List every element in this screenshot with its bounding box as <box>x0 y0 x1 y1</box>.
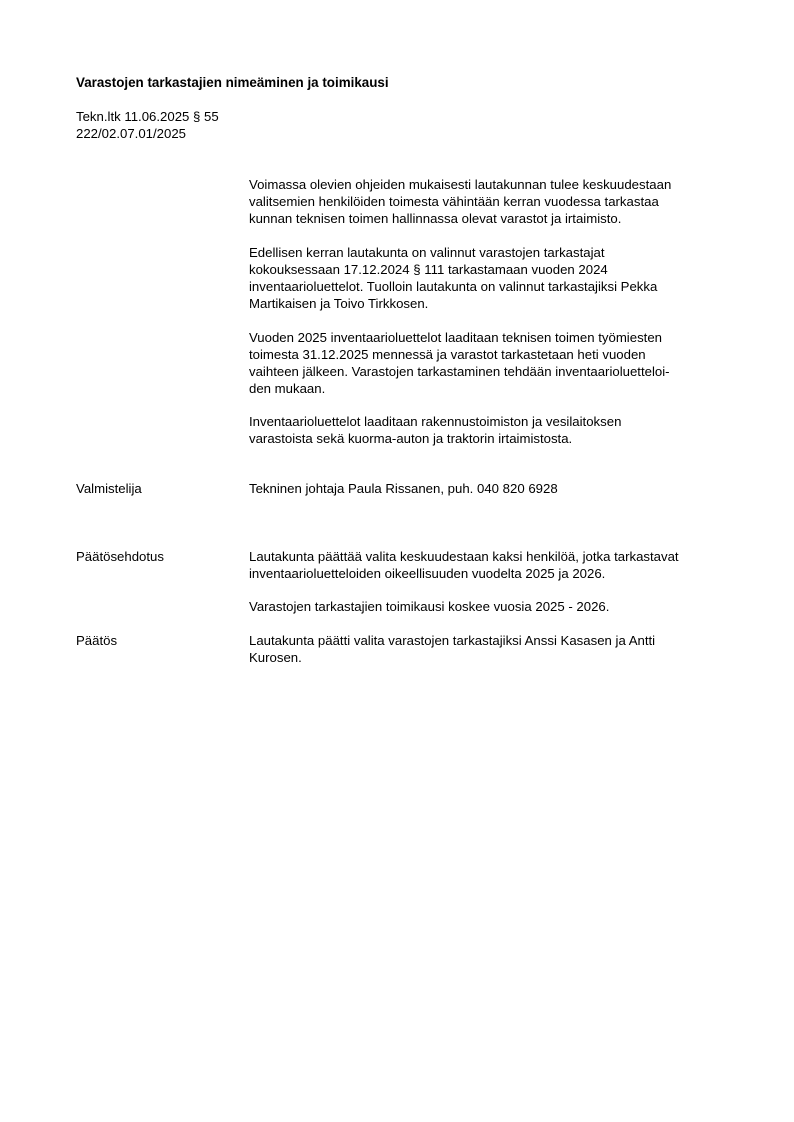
paragraph-1 <box>249 176 731 227</box>
paragraph-4 <box>249 413 731 447</box>
paragraph-3 <box>249 329 731 397</box>
paragraph-line: den mukaan. <box>249 381 326 396</box>
paragraph-line: Vuoden 2025 inventaarioluettelot laaditaan teknisen toimen työmiesten <box>249 330 662 345</box>
paatosehdotus-label: Päätösehdotus <box>76 549 164 564</box>
case-number: 222/02.07.01/2025 <box>76 126 187 141</box>
paragraph-line: inventaarioluettelot. Tuolloin lautakunta on valinnut tarkastajiksi Pekka <box>249 279 658 294</box>
paragraph-line: Edellisen kerran lautakunta on valinnut varastojen tarkastajat <box>249 245 605 260</box>
document-title: Varastojen tarkastajien nimeäminen ja toimikausi <box>76 75 389 90</box>
paatosehdotus-text <box>249 548 731 582</box>
paragraph-line: vaihteen jälkeen. Varastojen tarkastaminen tehdään inventaarioluetteloi- <box>249 364 670 379</box>
paragraph-line: Inventaarioluettelot laaditaan rakennustoimiston ja vesilaitoksen <box>249 414 622 429</box>
paragraph-line: varastoista sekä kuorma-auton ja traktorin irtaimistosta. <box>249 431 573 446</box>
paatos-text <box>249 632 731 666</box>
paragraph-line: Kurosen. <box>249 650 302 665</box>
paatos-label: Päätös <box>76 633 118 648</box>
paragraph-line: Lautakunta päättää valita keskuudestaan kaksi henkilöä, jotka tarkastavat <box>249 549 679 564</box>
meeting-reference: Tekn.ltk 11.06.2025 § 55 <box>76 109 219 124</box>
valmistelija-text <box>249 480 731 497</box>
paragraph-line: kokouksessaan 17.12.2024 § 111 tarkastamaan vuoden 2024 <box>249 262 608 277</box>
paatosehdotus-extra <box>249 598 731 615</box>
paragraph-line: toimesta 31.12.2025 mennessä ja varastot tarkastetaan heti vuoden <box>249 347 646 362</box>
paragraph-line: inventaarioluetteloiden oikeellisuuden vuodelta 2025 ja 2026. <box>249 566 606 581</box>
paragraph-2 <box>249 244 731 312</box>
reference-block <box>76 108 219 142</box>
paragraph-line: Voimassa olevien ohjeiden mukaisesti lautakunnan tulee keskuudestaan <box>249 177 672 192</box>
paragraph-line: Martikaisen ja Toivo Tirkkosen. <box>249 296 429 311</box>
valmistelija-value: Tekninen johtaja Paula Rissanen, puh. 040 820 6928 <box>249 481 558 496</box>
paragraph-line: valitsemien henkilöiden toimesta vähintään kerran vuodessa tarkastaa <box>249 194 659 209</box>
paragraph-line: Lautakunta päätti valita varastojen tarkastajiksi Anssi Kasasen ja Antti <box>249 633 656 648</box>
paragraph-line: Varastojen tarkastajien toimikausi koskee vuosia 2025 - 2026. <box>249 599 610 614</box>
paragraph-line: kunnan teknisen toimen hallinnassa olevat varastot ja irtaimisto. <box>249 211 622 226</box>
valmistelija-label: Valmistelija <box>76 481 142 496</box>
